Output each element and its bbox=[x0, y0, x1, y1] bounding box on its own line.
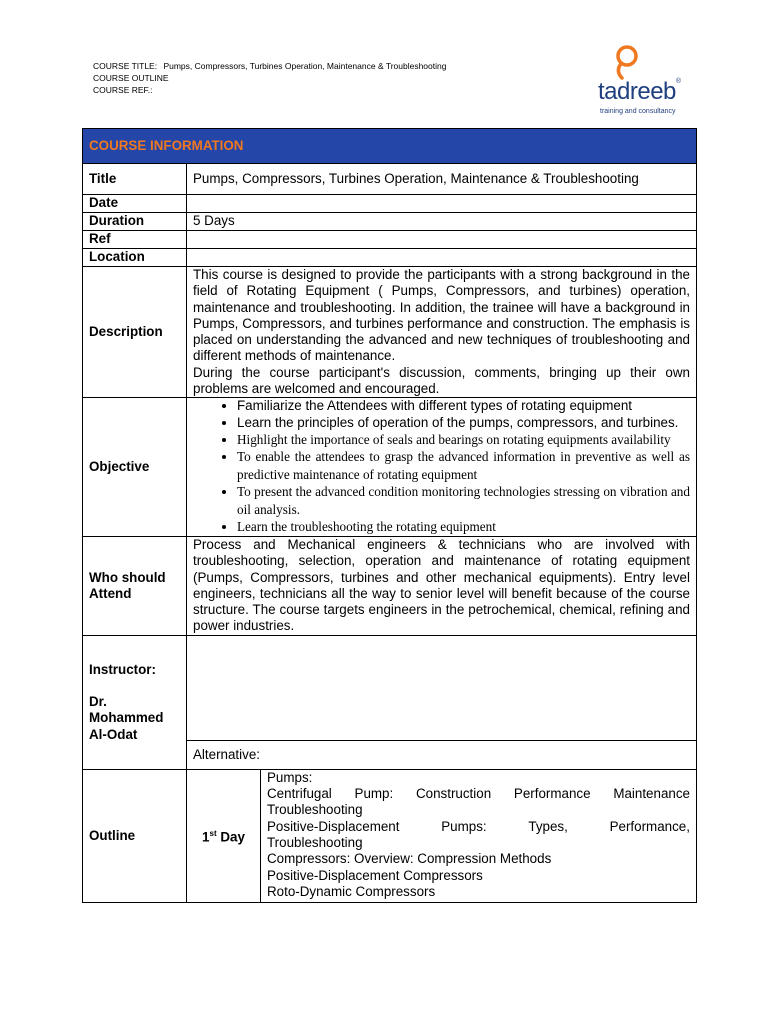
outline-line: Roto-Dynamic Compressors bbox=[267, 883, 436, 899]
outline-day-content bbox=[261, 769, 697, 902]
objective-cell bbox=[187, 398, 697, 537]
objective-item: • To present the advanced condition monitoring technologies stressing on vibration and oil analysis. bbox=[237, 483, 690, 518]
duration-label: Duration bbox=[83, 213, 187, 231]
document-header bbox=[93, 60, 446, 96]
outline-line: Troubleshooting bbox=[267, 834, 363, 850]
title-label: Title bbox=[83, 164, 187, 195]
objective-item: • Familiarize the Attendees with different types of rotating equipment bbox=[237, 398, 690, 414]
alternative-label: Alternative: bbox=[187, 740, 697, 769]
tadreeb-logo bbox=[598, 44, 698, 119]
course-title-line bbox=[93, 60, 446, 72]
logo-ring-icon bbox=[614, 44, 640, 82]
who-should-attend-row bbox=[83, 536, 697, 635]
course-outline-label: COURSE OUTLINE bbox=[93, 73, 169, 83]
objective-item: • Highlight the importance of seals and bearings on rotating equipments availability bbox=[237, 431, 690, 449]
description-paragraph: This course is designed to provide the participants with a strong background in the field of Rotating Equipment ( Pumps, Compressors, and turbines) operation, maintenance and troubleshooting. In addition, the trainee will have a background in Pumps, Compressors, and turbines performance and construction. The emphasis is placed on understanding the advanced and new techniques of troubleshooting and different methods of maintenance. bbox=[193, 267, 690, 364]
outline-line: Troubleshooting bbox=[267, 802, 363, 818]
instructor-row bbox=[83, 635, 697, 740]
course-title-value: Pumps, Compressors, Turbines Operation, Maintenance & Troubleshooting bbox=[163, 61, 447, 71]
objective-item: • To enable the attendees to grasp the advanced information in preventive as well as predictive maintenance of rotating equipment bbox=[237, 448, 690, 483]
outline-line: Positive-Displacement Pumps: Types, Performance, bbox=[267, 818, 690, 834]
outline-line: Centrifugal Pump: Construction Performance Maintenance bbox=[267, 786, 690, 802]
location-row bbox=[83, 249, 697, 267]
outline-line: Compressors: Overview: Compression Methods bbox=[267, 851, 552, 867]
course-information-banner: COURSE INFORMATION bbox=[83, 129, 697, 164]
description-label: Description bbox=[83, 267, 187, 398]
banner-row bbox=[83, 129, 697, 164]
duration-value: 5 Days bbox=[187, 213, 697, 231]
date-value bbox=[187, 195, 697, 213]
objective-list bbox=[193, 398, 690, 536]
instructor-name: Dr. bbox=[89, 693, 107, 709]
objective-item: • Learn the troubleshooting the rotating equipment bbox=[237, 518, 690, 536]
description-cell bbox=[187, 267, 697, 398]
logo-wordmark: tadreeb® bbox=[598, 78, 681, 105]
logo-tagline: training and consultancy bbox=[600, 108, 676, 115]
description-paragraph: During the course participant's discussion, comments, bringing up their own problems are welcomed and encouraged. bbox=[193, 364, 690, 397]
outline-label: Outline bbox=[83, 769, 187, 902]
outline-line: Positive-Displacement Compressors bbox=[267, 867, 483, 883]
ref-value bbox=[187, 231, 697, 249]
instructor-label: Instructor: bbox=[89, 661, 156, 677]
instructor-name: Mohammed bbox=[89, 710, 164, 726]
who-should-attend-text: Process and Mechanical engineers & technicians who are involved with troubleshooting, selection, operation and maintenance of rotating equipment (Pumps, Compressors, turbines and other mechanical equipments). Entry level engineers, technicians all the way to senior level will benefit because of the course structure. The course targets engineers in the petrochemical, chemical, refining and power industries. bbox=[187, 536, 697, 635]
outline-day: 1st Day bbox=[187, 769, 261, 902]
instructor-name: Al-Odat bbox=[89, 726, 138, 742]
who-should-attend-label: Who should Attend bbox=[83, 536, 187, 635]
date-label: Date bbox=[83, 195, 187, 213]
instructor-value bbox=[187, 635, 697, 740]
date-row bbox=[83, 195, 697, 213]
course-information-table bbox=[82, 128, 697, 903]
title-value: Pumps, Compressors, Turbines Operation, Maintenance & Troubleshooting bbox=[187, 164, 697, 195]
course-title-label: COURSE TITLE: bbox=[93, 61, 158, 71]
description-row bbox=[83, 267, 697, 398]
location-value bbox=[187, 249, 697, 267]
outline-row bbox=[83, 769, 697, 902]
duration-row bbox=[83, 213, 697, 231]
title-row bbox=[83, 164, 697, 195]
instructor-label-cell bbox=[83, 635, 187, 769]
ref-label: Ref bbox=[83, 231, 187, 249]
objective-item: • Learn the principles of operation of the pumps, compressors, and turbines. bbox=[237, 415, 690, 431]
outline-line: Pumps: bbox=[267, 769, 313, 785]
objective-row bbox=[83, 398, 697, 537]
course-ref-label: COURSE REF.: bbox=[93, 85, 153, 95]
objective-label: Objective bbox=[83, 398, 187, 537]
ref-row bbox=[83, 231, 697, 249]
location-label: Location bbox=[83, 249, 187, 267]
